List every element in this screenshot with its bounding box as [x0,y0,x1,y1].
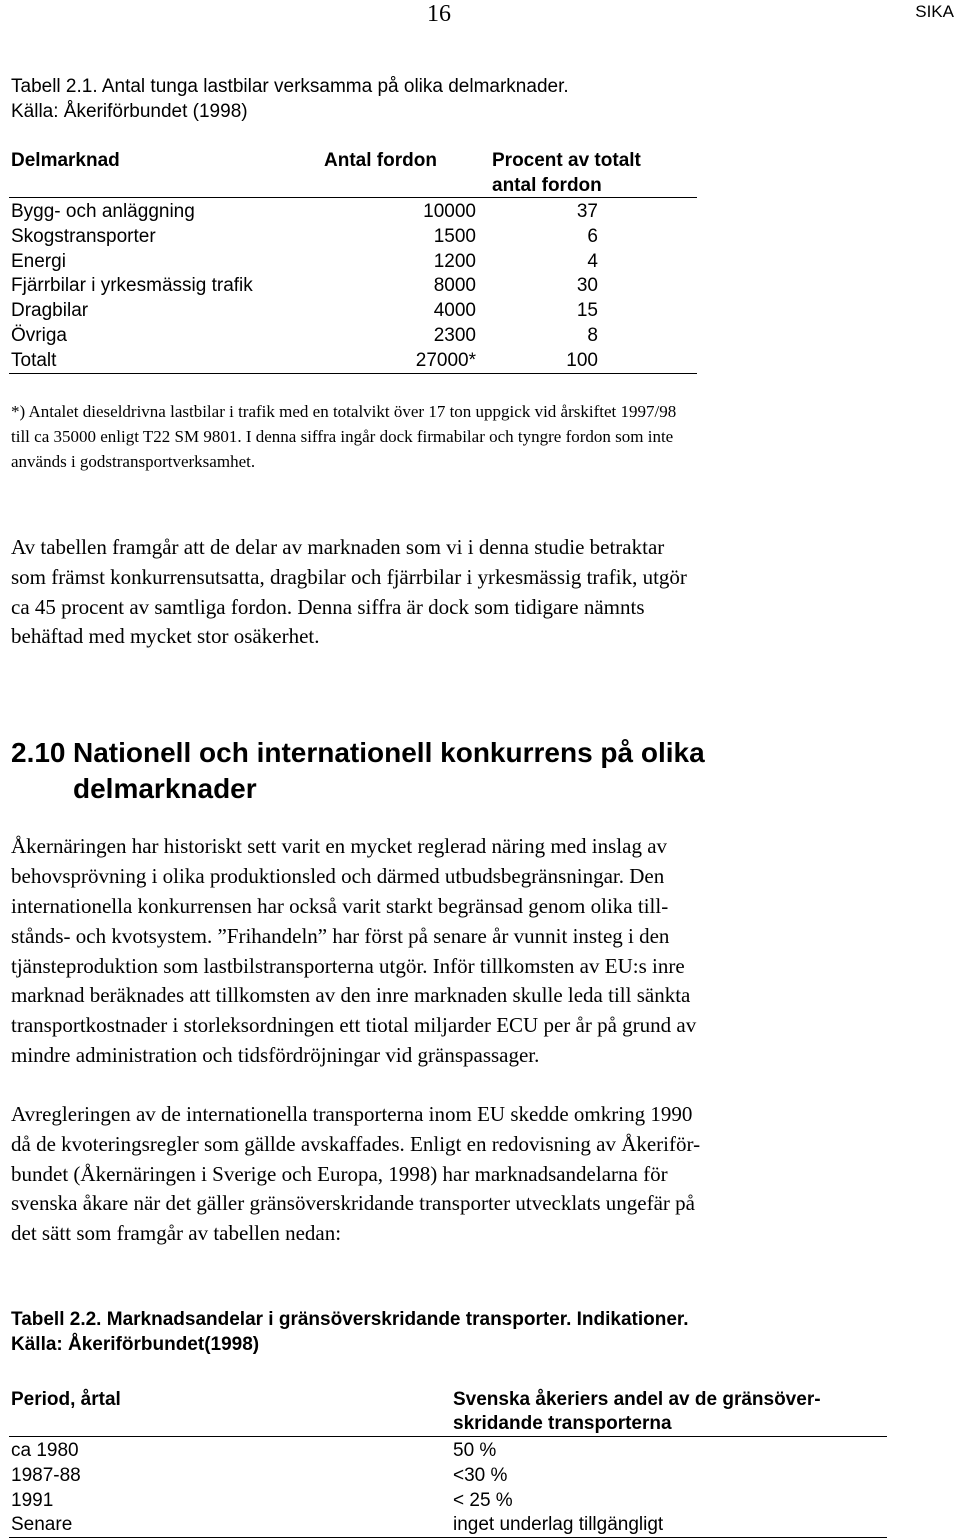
paragraph-line: stånds- och kvotsystem. ”Frihandeln” har först på senare år vunnit insteg i den [11,924,670,948]
paragraph-line: Av tabellen framgår att de delar av marknaden som vi i denna studie betraktar [11,535,665,559]
table-header-rule [9,197,697,198]
cell-market: Bygg- och anläggning [11,201,195,222]
paragraph-line: behovsprövning i olika produktionsled och därmed utbudsbegränsningar. Den [11,864,665,888]
column-header-period: Period, årtal [11,1389,121,1410]
cell-share: <30 % [453,1464,508,1486]
cell-period: 1987-88 [11,1464,81,1486]
cell-count: 1500 [433,225,476,247]
cell-percent: 4 [587,250,598,272]
paragraph-line: som främst konkurrensutsatta, dragbilar och fjärrbilar i yrkesmässig trafik, utgör [11,565,687,589]
table-caption: Tabell 2.2. Marknadsandelar i gränsöverskridande transporter. Indikationer. [11,1309,689,1330]
paragraph-line: transportkostnader i storleksordningen ett tiotal miljarder ECU per år på grund av [11,1013,697,1037]
table-bottom-rule [9,373,697,374]
cell-percent: 6 [587,225,598,247]
cell-count: 2300 [433,325,476,346]
paragraph-line: marknad beräknades att tillkomsten av den inre marknaden skulle leda till sänkta [11,983,691,1007]
cell-market: Totalt [11,349,57,371]
cell-market: Skogstransporter [11,225,156,247]
footnote-line: används i godstransportverksamhet. [11,452,256,471]
cell-percent: 100 [566,349,598,371]
cell-market: Energi [11,250,66,272]
table-source: Källa: Åkeriförbundet (1998) [11,101,248,122]
column-header-percent: Procent av totalt [492,150,641,171]
section-title: Nationell och internationell konkurrens på olika [73,737,705,768]
paragraph-line: mindre administration och tidsfördröjningar vid gränspassager. [11,1043,540,1067]
column-header-percent-line2: antal fordon [492,175,602,196]
column-header-share: Svenska åkeriers andel av de gränsöver- [453,1389,821,1410]
paragraph-line: internationella konkurrensen har också varit starkt begränsad genom olika till- [11,894,669,918]
cell-count: 4000 [433,300,476,322]
cell-percent: 8 [587,325,598,346]
table-bottom-rule [9,1537,887,1538]
column-header-market: Delmarknad [11,150,120,171]
cell-market: Övriga [11,325,67,346]
table-source: Källa: Åkeriförbundet(1998) [11,1334,260,1355]
column-header-count: Antal fordon [324,150,437,171]
paragraph-line: tjänsteproduktion som lastbilstransporterna utgör. Inför tillkomsten av EU:s inre [11,954,685,978]
cell-count: 10000 [423,201,476,222]
section-title-line2: delmarknader [73,773,257,804]
paragraph-line: Åkernäringen har historiskt sett varit en mycket reglerad näring med inslag av [11,834,668,858]
paragraph-line: bundet (Åkernäringen i Sverige och Europa, 1998) har marknadsandelarna för [11,1162,668,1186]
paragraph-line: Avregleringen av de internationella transporterna inom EU skedde omkring 1990 [11,1102,693,1126]
page-number: 16 [427,1,451,27]
paragraph-line: svenska åkare när det gäller gränsöverskridande transporter utvecklats ungefär på [11,1191,695,1215]
cell-count: 8000 [433,275,476,297]
column-header-share-line2: skridande transporterna [453,1413,672,1434]
section-number: 2.10 [11,737,66,768]
footnote-line: *) Antalet dieseldrivna lastbilar i trafik med en totalvikt över 17 ton uppgick vid årskiftet 1997/98 [11,402,677,421]
cell-period: Senare [11,1514,73,1536]
paragraph-line: behäftad med mycket stor osäkerhet. [11,624,320,648]
cell-period: 1991 [11,1489,54,1511]
cell-percent: 30 [576,275,598,297]
cell-percent: 15 [576,300,598,322]
cell-share: inget underlag tillgängligt [453,1514,664,1536]
table-caption: Tabell 2.1. Antal tunga lastbilar verksamma på olika delmarknader. [11,76,569,97]
cell-percent: 37 [576,201,598,222]
paragraph-line: då de kvoteringsregler som gällde avskaffades. Enligt en redovisning av Åkeriför- [11,1132,701,1156]
running-header: SIKA [915,2,954,21]
paragraph-line: det sätt som framgår av tabellen nedan: [11,1221,342,1245]
cell-market: Fjärrbilar i yrkesmässig trafik [11,275,253,297]
cell-count: 1200 [433,250,476,272]
cell-market: Dragbilar [11,300,89,322]
table-header-rule [9,1436,887,1437]
cell-period: ca 1980 [11,1440,79,1461]
cell-count: 27000* [415,349,476,371]
paragraph-line: ca 45 procent av samtliga fordon. Denna siffra är dock som tidigare nämnts [11,595,645,619]
cell-share: 50 % [453,1440,497,1461]
footnote-line: till ca 35000 enligt T22 SM 9801. I denna siffra ingår dock firmabilar och tyngre fordon som inte [11,427,674,446]
cell-share: < 25 % [453,1489,513,1511]
